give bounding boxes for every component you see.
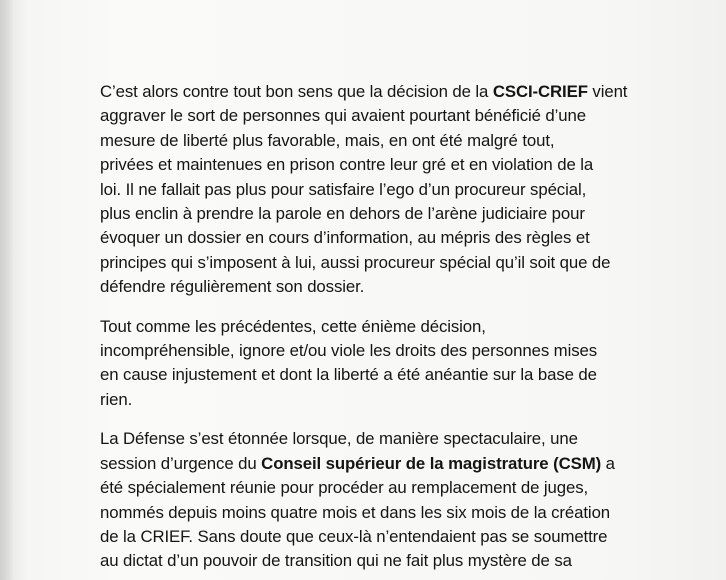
bold-text-run: Conseil supérieur de la magistrature (CSM) bbox=[261, 453, 602, 473]
text-line bbox=[100, 80, 720, 104]
text-run: défendre régulièrement son dossier. bbox=[100, 277, 365, 297]
text-run: en cause injustement et dont la liberté a été anéantie sur la base de bbox=[100, 365, 597, 385]
document-body bbox=[100, 80, 720, 580]
text-line bbox=[100, 476, 720, 500]
text-run: plus enclin à prendre la parole en dehors de l’arène judiciaire pour bbox=[100, 204, 585, 224]
text-run: C’est alors contre tout bon sens que la décision de la bbox=[100, 82, 493, 101]
text-run: privées et maintenues en prison contre leur gré et en violation de la bbox=[100, 155, 594, 175]
text-run: évoquer un dossier en cours d’information, au mépris des règles et bbox=[100, 228, 590, 248]
text-line bbox=[100, 388, 720, 412]
text-line bbox=[100, 251, 720, 275]
text-line bbox=[100, 202, 720, 226]
paragraph-1 bbox=[100, 80, 720, 300]
paragraph-2 bbox=[100, 315, 720, 413]
text-run: incompréhensible, ignore et/ou viole les droits des personnes mises bbox=[100, 341, 598, 361]
text-line bbox=[100, 153, 720, 177]
text-line bbox=[100, 549, 720, 573]
text-run: rien. bbox=[100, 389, 133, 409]
text-run: été spécialement réunie pour procéder au remplacement de juges, bbox=[100, 478, 589, 498]
page-edge-shadow bbox=[0, 0, 14, 580]
text-run: mesure de liberté plus favorable, mais, en ont été malgré tout, bbox=[100, 130, 555, 150]
text-line bbox=[100, 363, 720, 387]
text-line bbox=[100, 339, 720, 363]
text-run: a bbox=[601, 453, 615, 473]
text-line bbox=[100, 427, 720, 451]
text-line bbox=[100, 129, 720, 153]
bold-text-run: CSCI-CRIEF bbox=[492, 82, 588, 101]
text-line bbox=[100, 315, 720, 339]
text-run: nommés depuis moins quatre mois et dans les six mois de la création bbox=[100, 502, 611, 522]
text-run: aggraver le sort de personnes qui avaient pourtant bénéficié d’une bbox=[100, 106, 586, 126]
paragraph-3 bbox=[100, 427, 720, 573]
text-run: session d’urgence du bbox=[100, 453, 262, 473]
text-line bbox=[100, 452, 720, 476]
text-run: principes qui s’imposent à lui, aussi procureur spécial qu’il soit que de bbox=[100, 252, 611, 272]
text-line bbox=[100, 275, 720, 299]
text-run: vient bbox=[587, 82, 628, 101]
text-line bbox=[100, 104, 720, 128]
text-run: de la CRIEF. Sans doute que ceux-là n’entendaient pas se soumettre bbox=[100, 526, 608, 546]
text-run: La Défense s’est étonnée lorsque, de manière spectaculaire, une bbox=[100, 429, 578, 449]
text-line bbox=[100, 525, 720, 549]
text-line bbox=[100, 501, 720, 525]
text-run: Tout comme les précédentes, cette énième décision, bbox=[100, 316, 486, 336]
text-line bbox=[100, 226, 720, 250]
text-line bbox=[100, 178, 720, 202]
text-run: loi. Il ne fallait pas plus pour satisfaire l’ego d’un procureur spécial, bbox=[100, 179, 587, 199]
text-run: au dictat d’un pouvoir de transition qui ne fait plus mystère de sa bbox=[100, 551, 572, 571]
